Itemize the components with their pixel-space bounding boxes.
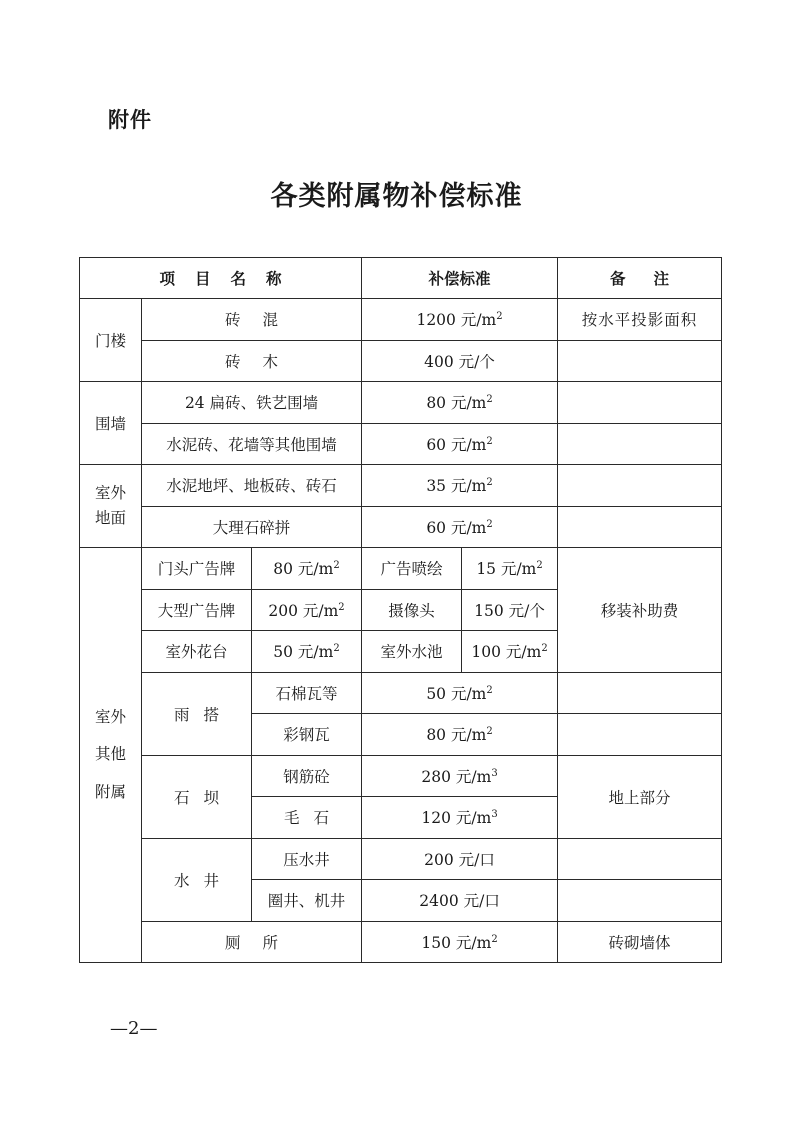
table-row xyxy=(80,755,722,797)
item-note: 地上部分 xyxy=(558,755,722,838)
category-outdoor-other: 室外 其他 附属 xyxy=(80,548,142,963)
item-name: 大型广告牌 xyxy=(142,589,252,631)
item-name: 压水井 xyxy=(252,838,362,880)
category-wall: 围墙 xyxy=(80,382,142,465)
item-note xyxy=(558,880,722,922)
table-row xyxy=(80,423,722,465)
table-row xyxy=(80,838,722,880)
item-name: 石棉瓦等 xyxy=(252,672,362,714)
item-value: 60 元$/m^2$ xyxy=(362,506,558,548)
table-row xyxy=(80,299,722,341)
item-value: 80 元$/m^2$ xyxy=(252,548,362,590)
item-name: 室外花台 xyxy=(142,631,252,673)
item-value: 80 元$/m^2$ xyxy=(362,714,558,756)
item-value: 150 元/个 xyxy=(462,589,558,631)
item-note: 按水平投影面积 xyxy=(558,299,722,341)
item-value: 200 元/口 xyxy=(362,838,558,880)
item-name: 厕所 xyxy=(142,921,362,963)
table-row xyxy=(80,672,722,714)
item-name: 砖混 xyxy=(142,299,362,341)
item-note xyxy=(558,340,722,382)
item-name: 圈井、机井 xyxy=(252,880,362,922)
item-value: 80 元$/m^2$ xyxy=(362,382,558,424)
group-dam: 石坝 xyxy=(142,755,252,838)
table-header-row xyxy=(80,258,722,299)
item-value: 35 元$/m^2$ xyxy=(362,465,558,507)
compensation-table xyxy=(79,257,722,963)
item-note xyxy=(558,838,722,880)
item-name: 钢筋砼 xyxy=(252,755,362,797)
group-well: 水井 xyxy=(142,838,252,921)
item-note: 移装补助费 xyxy=(558,548,722,673)
group-canopy: 雨搭 xyxy=(142,672,252,755)
item-name: 24 扁砖、铁艺围墙 xyxy=(142,382,362,424)
category-gate: 门楼 xyxy=(80,299,142,382)
item-note xyxy=(558,423,722,465)
header-item-name: 项目名称 xyxy=(80,258,362,299)
item-value: 50 元$/m^2$ xyxy=(252,631,362,673)
item-value: 150 元$/m^2$ xyxy=(362,921,558,963)
item-value: 1200 元$/m^2$ xyxy=(362,299,558,341)
item-value: 280 元$/m^3$ xyxy=(362,755,558,797)
item-name: 毛石 xyxy=(252,797,362,839)
item-value: 200 元$/m^2$ xyxy=(252,589,362,631)
item-value: 120 元$/m^3$ xyxy=(362,797,558,839)
category-outdoor-ground: 室外 地面 xyxy=(80,465,142,548)
item-note: 砖砌墙体 xyxy=(558,921,722,963)
item-note xyxy=(558,714,722,756)
table-row xyxy=(80,382,722,424)
item-value: 15 元$/m^2$ xyxy=(462,548,558,590)
item-value: 100 元$/m^2$ xyxy=(462,631,558,673)
item-name: 摄像头 xyxy=(362,589,462,631)
item-note xyxy=(558,506,722,548)
item-value: 2400 元/口 xyxy=(362,880,558,922)
item-name: 广告喷绘 xyxy=(362,548,462,590)
item-name: 水泥砖、花墙等其他围墙 xyxy=(142,423,362,465)
item-note xyxy=(558,465,722,507)
header-note: 备注 xyxy=(558,258,722,299)
document-title: 各类附属物补偿标准 xyxy=(270,181,523,212)
table-row xyxy=(80,465,722,507)
item-note xyxy=(558,672,722,714)
item-name: 彩钢瓦 xyxy=(252,714,362,756)
page-number: —2— xyxy=(110,1018,158,1039)
table-row xyxy=(80,340,722,382)
table-row xyxy=(80,921,722,963)
item-name: 水泥地坪、地板砖、砖石 xyxy=(142,465,362,507)
item-name: 砖木 xyxy=(142,340,362,382)
item-name: 大理石碎拼 xyxy=(142,506,362,548)
attachment-label: 附件 xyxy=(108,108,152,132)
item-name: 室外水池 xyxy=(362,631,462,673)
item-name: 门头广告牌 xyxy=(142,548,252,590)
header-standard: 补偿标准 xyxy=(362,258,558,299)
item-value: 60 元$/m^2$ xyxy=(362,423,558,465)
table-row xyxy=(80,506,722,548)
item-value: 50 元$/m^2$ xyxy=(362,672,558,714)
table-row xyxy=(80,548,722,590)
item-note xyxy=(558,382,722,424)
item-value: 400 元/个 xyxy=(362,340,558,382)
